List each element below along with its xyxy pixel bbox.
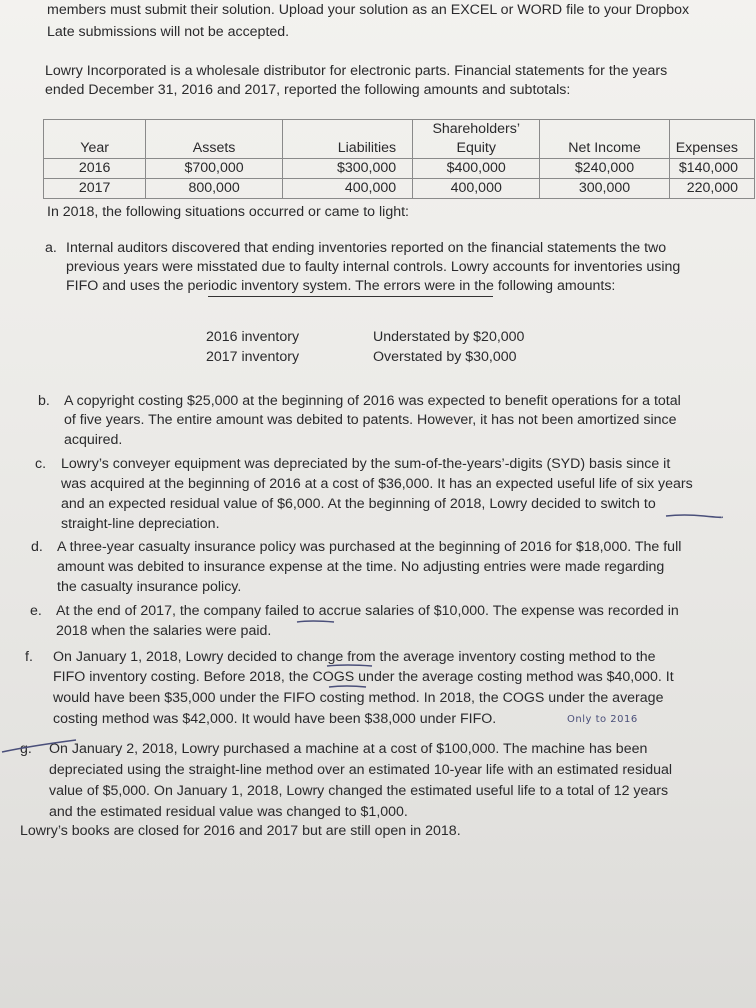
item-f-line-1: On January 1, 2018, Lowry decided to change from the average inventory costing method to the bbox=[53, 649, 656, 665]
item-b-line-1: A copyright costing $25,000 at the beginning of 2016 was expected to benefit operations for a total bbox=[64, 393, 681, 409]
header-year: Year bbox=[44, 120, 146, 159]
item-e-line-1: At the end of 2017, the company failed to accrue salaries of $10,000. The expense was recorded in bbox=[56, 603, 679, 619]
error-amount-2017: Overstated by $30,000 bbox=[373, 349, 517, 365]
intro-line-1: members must submit their solution. Upload your solution as an EXCEL or WORD file to your Dropbox bbox=[47, 2, 690, 18]
header-net-income: Net Income bbox=[540, 120, 669, 159]
table-cell: 2017 bbox=[44, 179, 146, 199]
item-c-line-2: was acquired at the beginning of 2016 at a cost of $36,000. It has an expected useful life of six years bbox=[61, 476, 693, 492]
item-a-label: a. bbox=[45, 240, 57, 256]
item-b-label: b. bbox=[38, 393, 50, 409]
table-cell: $240,000 bbox=[540, 159, 669, 179]
item-e-label: e. bbox=[30, 603, 42, 619]
item-d-line-1: A three-year casualty insurance policy was purchased at the beginning of 2016 for $18,000. The full bbox=[57, 539, 682, 555]
intro-line-2: Late submissions will not be accepted. bbox=[47, 24, 290, 40]
header-expenses: Expenses bbox=[669, 120, 754, 159]
item-e-line-2: 2018 when the salaries were paid. bbox=[56, 623, 272, 639]
table-cell: 400,000 bbox=[282, 179, 412, 199]
item-a-line-2: previous years were misstated due to faulty internal controls. Lowry accounts for inventories using bbox=[66, 259, 681, 275]
header-assets: Assets bbox=[146, 120, 283, 159]
item-g-line-1: On January 2, 2018, Lowry purchased a machine at a cost of $100,000. The machine has been bbox=[49, 741, 648, 757]
financial-table bbox=[43, 119, 755, 199]
error-item-2016: 2016 inventory bbox=[206, 329, 300, 345]
item-b-line-2: of five years. The entire amount was debited to patents. However, it has not been amortized since bbox=[64, 412, 677, 428]
table-cell: 400,000 bbox=[413, 179, 540, 199]
table-cell: $400,000 bbox=[413, 159, 540, 179]
item-g-line-3: value of $5,000. On January 1, 2018, Lowry changed the estimated useful life to a total of 12 years bbox=[49, 783, 669, 799]
header-equity: Shareholders’ Equity bbox=[413, 120, 540, 159]
pen-underline-cogs bbox=[328, 684, 368, 690]
table-cell: 800,000 bbox=[146, 179, 283, 199]
table-cell: 220,000 bbox=[669, 179, 754, 199]
underline-mark bbox=[208, 296, 493, 297]
item-g-line-2: depreciated using the straight-line method over an estimated 10-year life with an estimated residual bbox=[49, 762, 673, 778]
item-g-line-4: and the estimated residual value was changed to $1,000. bbox=[49, 804, 408, 820]
table-row bbox=[44, 179, 755, 199]
item-g-label: g. bbox=[20, 741, 32, 757]
error-item-2017: 2017 inventory bbox=[206, 349, 300, 365]
pen-underline-failed bbox=[296, 619, 336, 625]
error-amount-2016: Understated by $20,000 bbox=[373, 329, 525, 345]
item-c-line-3: and an expected residual value of $6,000. At the beginning of 2018, Lowry decided to switch to bbox=[61, 496, 656, 512]
item-f-label: f. bbox=[25, 649, 33, 665]
item-b-line-3: acquired. bbox=[64, 432, 123, 448]
company-line-1: Lowry Incorporated is a wholesale distributor for electronic parts. Financial statements for the years bbox=[45, 63, 668, 79]
item-c-line-1: Lowry’s conveyer equipment was depreciated by the sum-of-the-years’-digits (SYD) basis since it bbox=[61, 456, 671, 472]
item-f-line-3: would have been $35,000 under the FIFO costing method. In 2018, the COGS under the average bbox=[53, 690, 664, 706]
item-f-line-4: costing method was $42,000. It would have been $38,000 under FIFO. bbox=[53, 711, 497, 727]
company-line-2: ended December 31, 2016 and 2017, reported the following amounts and subtotals: bbox=[45, 82, 571, 98]
item-c-label: c. bbox=[35, 456, 47, 472]
table-cell: $300,000 bbox=[282, 159, 412, 179]
situations-intro: In 2018, the following situations occurred or came to light: bbox=[47, 204, 409, 220]
closing-statement: Lowry’s books are closed for 2016 and 2017 but are still open in 2018. bbox=[20, 823, 461, 839]
item-a-line-3: FIFO and uses the periodic inventory system. The errors were in the following amounts: bbox=[66, 278, 616, 294]
table-cell: $140,000 bbox=[669, 159, 754, 179]
pen-strike-mark bbox=[0, 734, 80, 756]
pen-underline-change bbox=[326, 663, 374, 669]
item-d-line-3: the casualty insurance policy. bbox=[57, 579, 242, 595]
header-liabilities: Liabilities bbox=[282, 120, 412, 159]
table-cell: 300,000 bbox=[540, 179, 669, 199]
table-row bbox=[44, 159, 755, 179]
handwritten-note: Only to 2016 bbox=[567, 714, 638, 725]
table-cell: 2016 bbox=[44, 159, 146, 179]
item-d-line-2: amount was debited to insurance expense at the time. No adjusting entries were made regarding bbox=[57, 559, 665, 575]
item-a-line-1: Internal auditors discovered that ending inventories reported on the financial statements the two bbox=[66, 240, 667, 256]
item-d-label: d. bbox=[31, 539, 43, 555]
table-header-row bbox=[44, 120, 755, 159]
table-cell: $700,000 bbox=[146, 159, 283, 179]
item-c-line-4: straight-line depreciation. bbox=[61, 516, 220, 532]
pen-underline-switch bbox=[664, 512, 724, 520]
item-f-line-2: FIFO inventory costing. Before 2018, the COGS under the average costing method was $40,000. It bbox=[53, 669, 674, 685]
